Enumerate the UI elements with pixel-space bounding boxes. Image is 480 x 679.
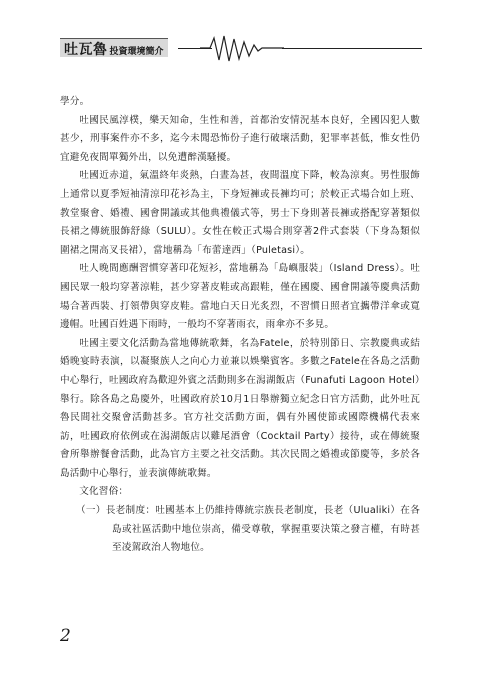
paragraph-continuation: 學分。	[60, 96, 90, 107]
header-title: 吐瓦魯	[64, 42, 108, 58]
paragraph-climate-clothing: 吐國近赤道，氣溫終年炎熱，白晝為甚，夜間溫度下降，較為涼爽。男性服飾上通常以夏季短袖清涼印花衫為主，下身短褲或長褲均可；於較正式場合如上班、教堂聚會、婚禮、國會開議或其他典禮儀式等，男士下身則著長褲或搭配穿著類似長裙之傳統服飾舒綠（SULU）。女性在較正式場合則穿著2件式套裝（下身為類似圍裙之開高叉長裙），當地稱為「布蕾達西」（Puletasi）。	[60, 170, 420, 256]
header-title-block	[60, 38, 168, 57]
paragraph-public-safety: 吐國民風淳樸，樂天知命，生性和善，首都治安情況基本良好，全國囚犯人數甚少，刑事案件亦不多，迄今未聞恐怖份子進行破壞活動，犯罪率甚低，惟女性仍宜避免夜間單獨外出，以免遭醉漢騷擾。	[60, 114, 420, 163]
paragraph-cultural-activities: 吐國主要文化活動為當地傳統歌舞，名為Fatele，於特別節日、宗教慶典或結婚晚宴時表演，以凝聚族人之向心力並兼以娛樂賓客。多數之Fatele在各島之活動中心舉行，吐國政府為歡迎外賓之活動則多在潟湖飯店（Funafuti Lagoon Hotel）舉行。除各島之島慶外，吐國政府於10月1日舉辦獨立紀念日官方活動，此外吐瓦魯民間社交聚會活動甚多。官方社交活動方面，偶有外國使節或國際機構代表來訪，吐國政府依例或在潟湖飯店以雞尾酒會（Cocktail Party）接待，或在傳統聚會所舉辦餐會活動，此為官方主要之社交活動。其次民間之婚禮或節慶等，多於各島活動中心舉行，並表演傳統歌舞。	[60, 337, 420, 479]
page-number: 2	[60, 626, 71, 646]
paragraph-dress-customs: 吐人晚間應酬習慣穿著印花短衫，當地稱為「島嶼服裝」（Island Dress）。吐國民眾一般均穿著涼鞋，甚少穿著皮鞋或高跟鞋，僅在國慶、國會開議等慶典活動場合著西裝、打領帶與穿皮鞋。當地白天日光炙烈，不習慣日照者宜攜帶洋傘或寬邊帽。吐國百姓遇下雨時，一般均不穿著雨衣，雨傘亦不多見。	[60, 263, 420, 331]
heartbeat-wave-decoration	[200, 34, 284, 64]
section-heading-culture: 文化習俗：	[79, 486, 129, 498]
page-header	[0, 0, 480, 80]
header-rule-right	[282, 48, 422, 49]
body-text	[60, 93, 420, 558]
header-subtitle: 投資環境簡介	[109, 47, 164, 57]
list-item-elder-system: （一）長老制度：吐國基本上仍維持傳統宗族長老制度，長老（Ulualiki）在各島或社區活動中地位崇高，備受尊敬，掌握重要決策之發言權，有時甚至凌駕政治人物地位。	[76, 505, 420, 554]
